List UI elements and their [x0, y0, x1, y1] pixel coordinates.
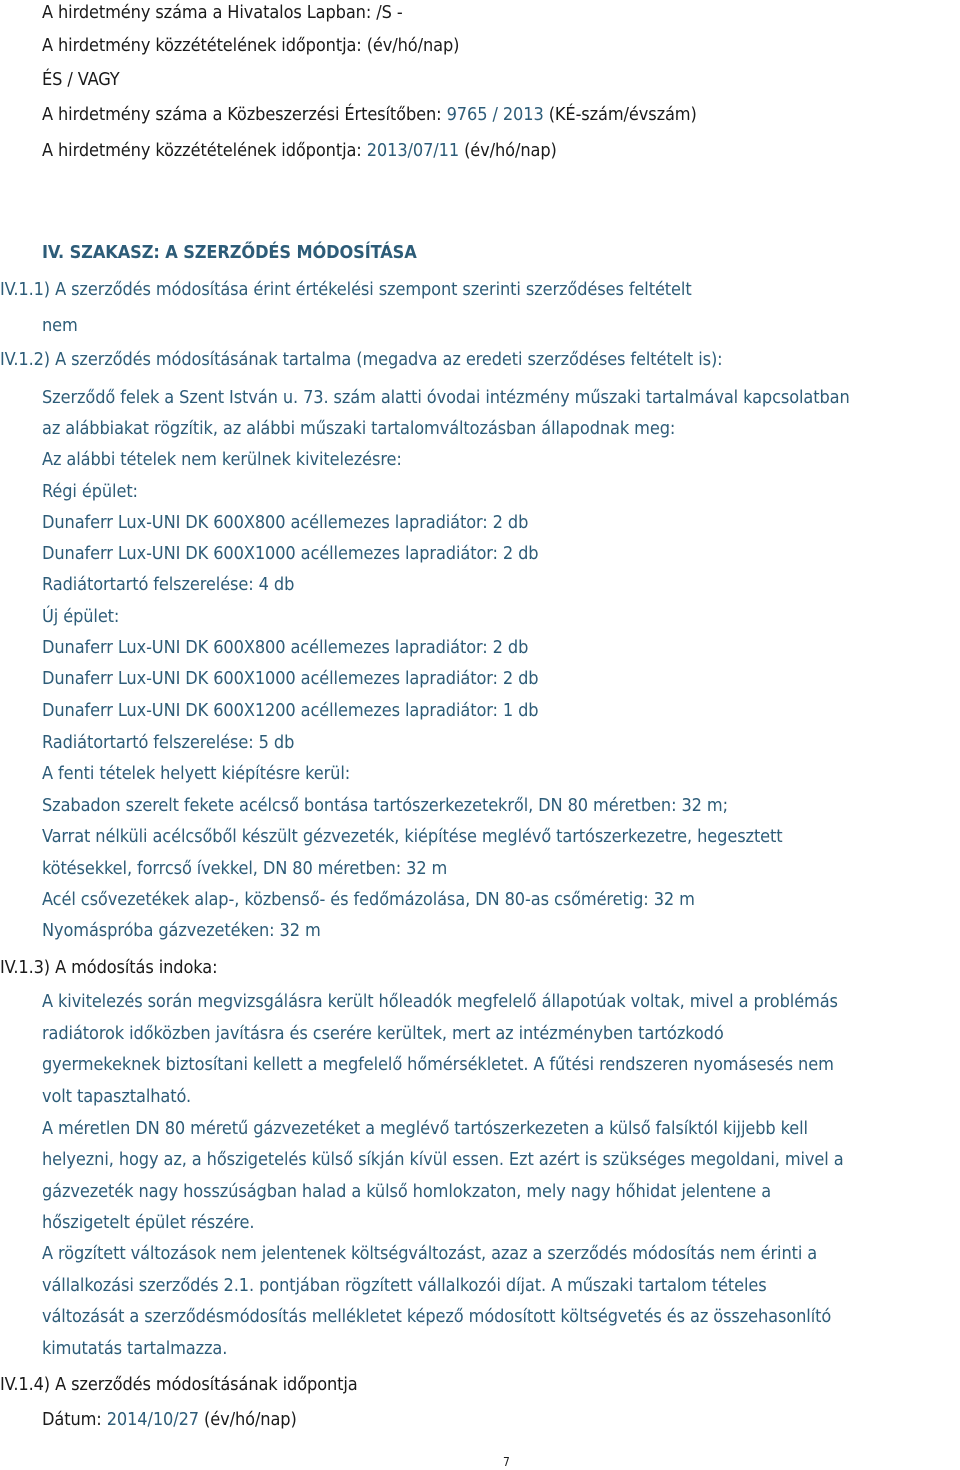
content-line: kötésekkel, forrcső ívekkel, DN 80 méretben: 32 m — [42, 858, 448, 879]
ke-number-suffix: (KÉ-szám/évszám) — [543, 104, 697, 125]
content-line: Dunaferr Lux-UNI DK 600X800 acéllemezes lapradiátor: 2 db — [42, 512, 529, 533]
answer-iv-1-1: nem — [42, 315, 78, 336]
ke-date-label: A hirdetmény közzétételének időpontja: — [42, 140, 367, 161]
page-number: 7 — [503, 1455, 510, 1469]
content-line: Dunaferr Lux-UNI DK 600X800 acéllemezes lapradiátor: 2 db — [42, 637, 529, 658]
content-line: helyezni, hogy az, a hőszigetelés külső síkján kívül essen. Ezt azért is szükséges megoldani, mivel a — [42, 1149, 844, 1170]
content-line: gyermekeknek biztosítani kellett a megfelelő hőmérsékletet. A fűtési rendszeren nyomásesés nem — [42, 1054, 834, 1075]
modification-date — [42, 1409, 297, 1431]
content-line: Dunaferr Lux-UNI DK 600X1200 acéllemezes lapradiátor: 1 db — [42, 700, 539, 721]
content-line: az alábbiakat rögzítik, az alábbi műszaki tartalomváltozásban állapodnak meg: — [42, 418, 676, 439]
ke-publication-date — [42, 140, 557, 162]
question-iv-1-1: IV.1.1) A szerződés módosítása érint értékelési szempont szerinti szerződéses feltételt — [0, 279, 692, 300]
oj-notice-number: A hirdetmény száma a Hivatalos Lapban: /S - — [42, 2, 403, 23]
content-line: volt tapasztalható. — [42, 1086, 192, 1107]
content-line: radiátorok időközben javításra és cserére kerültek, mert az intézményben tartózkodó — [42, 1023, 724, 1044]
content-line: Szerződő felek a Szent István u. 73. szám alatti óvodai intézmény műszaki tartalmával kapcsolatban — [42, 387, 850, 408]
content-line: Dunaferr Lux-UNI DK 600X1000 acéllemezes lapradiátor: 2 db — [42, 543, 539, 564]
content-line: Radiátortartó felszerelése: 4 db — [42, 574, 295, 595]
question-iv-1-2: IV.1.2) A szerződés módosításának tartalma (megadva az eredeti szerződéses feltételt is): — [0, 349, 723, 370]
ke-number-value: 9765 / 2013 — [446, 104, 544, 125]
content-line: kimutatás tartalmazza. — [42, 1338, 228, 1359]
question-iv-1-3: IV.1.3) A módosítás indoka: — [0, 957, 218, 978]
date-label: Dátum: — [42, 1409, 107, 1430]
content-line: A fenti tételek helyett kiépítésre kerül: — [42, 763, 351, 784]
ke-number-label: A hirdetmény száma a Közbeszerzési Értesítőben: — [42, 104, 447, 125]
content-line: Az alábbi tételek nem kerülnek kivitelezésre: — [42, 449, 402, 470]
content-line: Régi épület: — [42, 481, 138, 502]
content-line: Nyomáspróba gázvezetéken: 32 m — [42, 920, 321, 941]
content-line: vállalkozási szerződés 2.1. pontjában rögzített vállalkozói díjat. A műszaki tartalom tételes — [42, 1275, 767, 1296]
content-line: Varrat nélküli acélcsőből készült gézvezeték, kiépítése meglévő tartószerkezetre, hegesztett — [42, 826, 783, 847]
content-line: Acél csővezetékek alap-, közbenső- és fedőmázolása, DN 80-as csőméretig: 32 m — [42, 889, 695, 910]
ke-date-value: 2013/07/11 — [366, 140, 460, 161]
content-line: A kivitelezés során megvizsgálásra került hőleadók megfelelő állapotúak voltak, mivel a problémás — [42, 991, 838, 1012]
content-line: Dunaferr Lux-UNI DK 600X1000 acéllemezes lapradiátor: 2 db — [42, 668, 539, 689]
content-line: gázvezeték nagy hosszúságban halad a külső homlokzaton, mely nagy hőhidat jelentene a — [42, 1181, 772, 1202]
content-line: Új épület: — [42, 606, 120, 627]
ke-notice-number — [42, 104, 697, 126]
date-value: 2014/10/27 — [106, 1409, 200, 1430]
content-line: hőszigetelt épület részére. — [42, 1212, 255, 1233]
content-line: változását a szerződésmódosítás mellékletet képező módosított költségvetés és az összehasonlító — [42, 1306, 832, 1327]
content-line: Szabadon szerelt fekete acélcső bontása tartószerkezetekről, DN 80 méretben: 32 m; — [42, 795, 728, 816]
content-line: A rögzített változások nem jelentenek költségváltozást, azaz a szerződés módosítás nem érinti a — [42, 1243, 818, 1264]
date-suffix: (év/hó/nap) — [199, 1409, 297, 1430]
content-line: A méretlen DN 80 méretű gázvezetéket a meglévő tartószerkezeten a külső falsíktól kijjebb kell — [42, 1118, 808, 1139]
and-or-separator: ÉS / VAGY — [42, 69, 120, 90]
ke-date-suffix: (év/hó/nap) — [459, 140, 557, 161]
question-iv-1-4: IV.1.4) A szerződés módosításának időpontja — [0, 1374, 358, 1395]
content-line: Radiátortartó felszerelése: 5 db — [42, 732, 295, 753]
oj-publication-date: A hirdetmény közzétételének időpontja: (év/hó/nap) — [42, 35, 460, 56]
section-title: IV. SZAKASZ: A SZERZŐDÉS MÓDOSÍTÁSA — [42, 242, 417, 263]
